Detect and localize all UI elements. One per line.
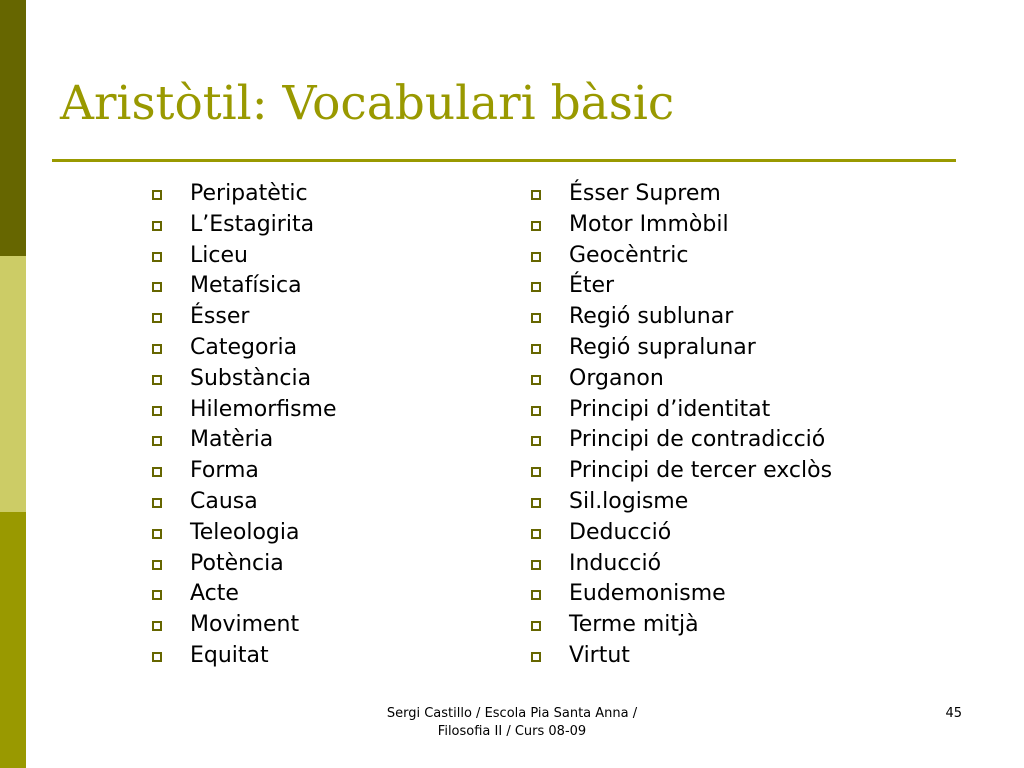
hollow-square-bullet-icon — [531, 652, 541, 662]
list-item-text: Principi d’identitat — [569, 396, 771, 422]
list-item — [531, 364, 951, 395]
list-item-text: Éter — [569, 273, 615, 299]
list-item-text: Ésser Suprem — [569, 181, 721, 206]
list-item-text: Organon — [569, 365, 664, 391]
hollow-square-bullet-icon — [152, 652, 162, 662]
list-item — [531, 518, 951, 549]
list-item-text: Regió sublunar — [569, 304, 734, 330]
list-item — [152, 333, 512, 364]
list-item — [152, 610, 512, 641]
hollow-square-bullet-icon — [531, 436, 541, 446]
list-item-text: Sil.logisme — [569, 488, 689, 514]
hollow-square-bullet-icon — [152, 498, 162, 508]
footer-line-2: Filosofia II / Curs 08-09 — [437, 724, 587, 739]
page-number: 45 — [945, 706, 962, 721]
list-item — [152, 179, 512, 210]
list-item — [152, 395, 512, 426]
list-item-text: Ésser — [190, 304, 250, 330]
side-band-olive — [0, 512, 26, 768]
list-item-text: Hilemorfisme — [190, 396, 337, 422]
side-band-dark — [0, 0, 26, 256]
list-item-text: Equitat — [190, 642, 269, 668]
hollow-square-bullet-icon — [531, 282, 541, 292]
list-item-text: Potència — [190, 550, 284, 576]
hollow-square-bullet-icon — [152, 529, 162, 539]
list-item-text: Moviment — [190, 612, 300, 638]
list-item-text: Inducció — [569, 550, 662, 576]
list-item-text: Regió supralunar — [569, 334, 756, 360]
hollow-square-bullet-icon — [152, 560, 162, 570]
list-item — [152, 579, 512, 610]
hollow-square-bullet-icon — [152, 282, 162, 292]
slide-footer — [362, 705, 662, 741]
hollow-square-bullet-icon — [152, 375, 162, 385]
title-divider — [52, 159, 956, 162]
list-item-text: Forma — [190, 458, 259, 484]
list-item — [531, 333, 951, 364]
hollow-square-bullet-icon — [531, 344, 541, 354]
list-item — [152, 241, 512, 272]
list-item — [531, 271, 951, 302]
list-item-text: Geocèntric — [569, 242, 689, 268]
list-item — [531, 579, 951, 610]
hollow-square-bullet-icon — [152, 313, 162, 323]
list-item — [152, 456, 512, 487]
list-item — [531, 610, 951, 641]
list-item — [152, 271, 512, 302]
hollow-square-bullet-icon — [531, 590, 541, 600]
hollow-square-bullet-icon — [531, 467, 541, 477]
list-item — [531, 210, 951, 241]
list-item-text: Metafísica — [190, 273, 302, 299]
list-item — [531, 179, 951, 210]
hollow-square-bullet-icon — [531, 621, 541, 631]
list-item-text: Substància — [190, 365, 312, 391]
list-item-text: Deducció — [569, 519, 672, 545]
list-item-text: Liceu — [190, 242, 248, 268]
list-item — [531, 487, 951, 518]
list-item — [152, 641, 512, 672]
hollow-square-bullet-icon — [531, 560, 541, 570]
hollow-square-bullet-icon — [531, 190, 541, 200]
list-item — [152, 549, 512, 580]
list-item — [152, 302, 512, 333]
list-item-text: Peripatètic — [190, 181, 308, 206]
list-item-text: Categoria — [190, 334, 298, 360]
list-item — [152, 364, 512, 395]
list-item-text: Motor Immòbil — [569, 211, 729, 237]
list-item — [152, 518, 512, 549]
side-band-light — [0, 256, 26, 512]
hollow-square-bullet-icon — [152, 621, 162, 631]
hollow-square-bullet-icon — [531, 498, 541, 508]
list-item-text: Eudemonisme — [569, 581, 726, 607]
vocabulary-list-left — [152, 179, 512, 672]
list-item-text: Matèria — [190, 427, 274, 453]
list-item — [152, 425, 512, 456]
list-item — [152, 210, 512, 241]
hollow-square-bullet-icon — [531, 313, 541, 323]
list-item — [531, 456, 951, 487]
list-item-text: Terme mitjà — [569, 612, 699, 638]
list-item — [531, 425, 951, 456]
list-item-text: Principi de contradicció — [569, 427, 826, 453]
hollow-square-bullet-icon — [152, 190, 162, 200]
list-item-text: Acte — [190, 581, 239, 607]
list-item-text: Virtut — [569, 642, 630, 668]
hollow-square-bullet-icon — [152, 436, 162, 446]
hollow-square-bullet-icon — [152, 252, 162, 262]
hollow-square-bullet-icon — [152, 590, 162, 600]
list-item-text: Causa — [190, 488, 258, 514]
list-item — [152, 487, 512, 518]
hollow-square-bullet-icon — [152, 221, 162, 231]
list-item — [531, 302, 951, 333]
list-item-text: Principi de tercer exclòs — [569, 458, 833, 484]
hollow-square-bullet-icon — [152, 406, 162, 416]
list-item — [531, 395, 951, 426]
hollow-square-bullet-icon — [531, 529, 541, 539]
vocabulary-list-right — [531, 179, 951, 672]
hollow-square-bullet-icon — [531, 406, 541, 416]
list-item — [531, 641, 951, 672]
slide-title: Aristòtil: Vocabulari bàsic — [60, 76, 675, 131]
footer-line-1: Sergi Castillo / Escola Pia Santa Anna / — [386, 706, 638, 721]
hollow-square-bullet-icon — [152, 344, 162, 354]
hollow-square-bullet-icon — [152, 467, 162, 477]
hollow-square-bullet-icon — [531, 221, 541, 231]
list-item-text: Teleologia — [190, 519, 300, 545]
hollow-square-bullet-icon — [531, 252, 541, 262]
list-item-text: L’Estagirita — [190, 211, 315, 237]
hollow-square-bullet-icon — [531, 375, 541, 385]
list-item — [531, 549, 951, 580]
list-item — [531, 241, 951, 272]
